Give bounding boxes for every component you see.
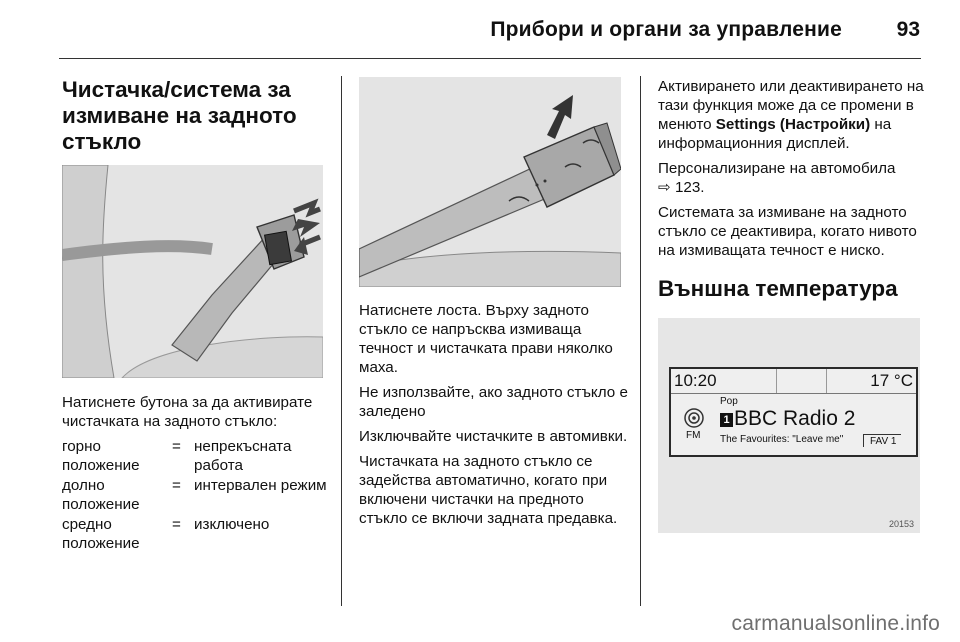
column-1 — [62, 77, 332, 554]
section-title-rear-wiper — [62, 77, 332, 155]
section-title-line: измиване на задното — [62, 103, 297, 128]
display-category: Pop — [720, 396, 738, 407]
definition-row — [62, 437, 332, 475]
text-span: на информационния дисплей. — [658, 116, 892, 152]
definition-value: непрекъсната работа — [194, 438, 292, 474]
paragraph: Чистачката на задното стъкло се задейства автоматично, когато при включени чистачки на предното стъкло се включи задната предавка. — [359, 453, 618, 527]
wiper-button-figure — [62, 165, 323, 378]
column-divider-1 — [341, 76, 342, 606]
section-title-outside-temperature: Външна температура — [658, 276, 898, 301]
image-code: 20153 — [888, 519, 914, 529]
header-rule — [59, 58, 921, 59]
definition-value: изключено — [194, 516, 270, 533]
column-2 — [359, 77, 629, 534]
section-title-line: Чистачка/система за — [62, 77, 291, 102]
page-number: 93 — [896, 18, 920, 41]
paragraph: Не използвайте, ако задното стъкло е заледено — [359, 384, 628, 420]
wiper-lever-figure — [359, 77, 621, 287]
definition-row — [62, 515, 332, 553]
paragraph: Системата за измиване на задното стъкло се деактивира, когато нивото на измиващата течност е ниско. — [658, 204, 917, 259]
definition-equals: = — [172, 438, 181, 455]
display-time: 10:20 — [674, 371, 717, 390]
display-band: FM — [686, 430, 701, 441]
column-3 — [658, 77, 928, 533]
position-definitions — [62, 437, 332, 553]
radio-text: The Favourites: "Leave me" — [720, 434, 844, 445]
fav-button: FAV 1 — [863, 434, 901, 447]
definition-value: интервален режим — [194, 477, 327, 494]
page-header — [0, 0, 960, 58]
page-reference-icon: ⇨ — [658, 179, 671, 196]
info-display-screen — [669, 367, 918, 457]
settings-menu-name: Settings (Настройки) — [715, 116, 871, 133]
wiper-lever-illustration — [359, 77, 621, 287]
section-title-line: стъкло — [62, 129, 142, 154]
paragraph: Изключвайте чистачките в автомивки. — [359, 428, 628, 445]
definition-row — [62, 476, 332, 514]
definition-term: горно положение — [62, 438, 140, 474]
info-display-figure — [658, 318, 920, 533]
definition-term: средно положение — [62, 516, 140, 552]
preset-number-badge: 1 — [720, 413, 733, 427]
page-reference: 123. — [674, 179, 705, 196]
text-span: Активирането или деактивирането на тази функция може да се промени в менюто — [658, 78, 924, 133]
definition-equals: = — [172, 516, 181, 533]
watermark: carmanualsonline.info — [731, 612, 940, 635]
display-temperature: 17 °C — [870, 371, 913, 390]
personalization-reference — [658, 159, 928, 197]
column-divider-2 — [640, 76, 641, 606]
intro-text: Натиснете бутона за да активирате чистачката на задното стъкло: — [62, 394, 313, 430]
header-title: Прибори и органи за управление — [490, 18, 842, 41]
definition-equals: = — [172, 477, 181, 494]
paragraph: Натиснете лоста. Върху задното стъкло се напръсква измиваща течност и чистачката прави няколко маха. — [359, 302, 613, 376]
definition-term: долно положение — [62, 477, 140, 513]
wiper-button-illustration — [62, 165, 323, 378]
radio-antenna-icon — [683, 407, 705, 429]
text-span: Персонализиране на автомобила — [658, 160, 896, 177]
settings-paragraph — [658, 77, 928, 153]
station-name: BBC Radio 2 — [734, 407, 856, 430]
